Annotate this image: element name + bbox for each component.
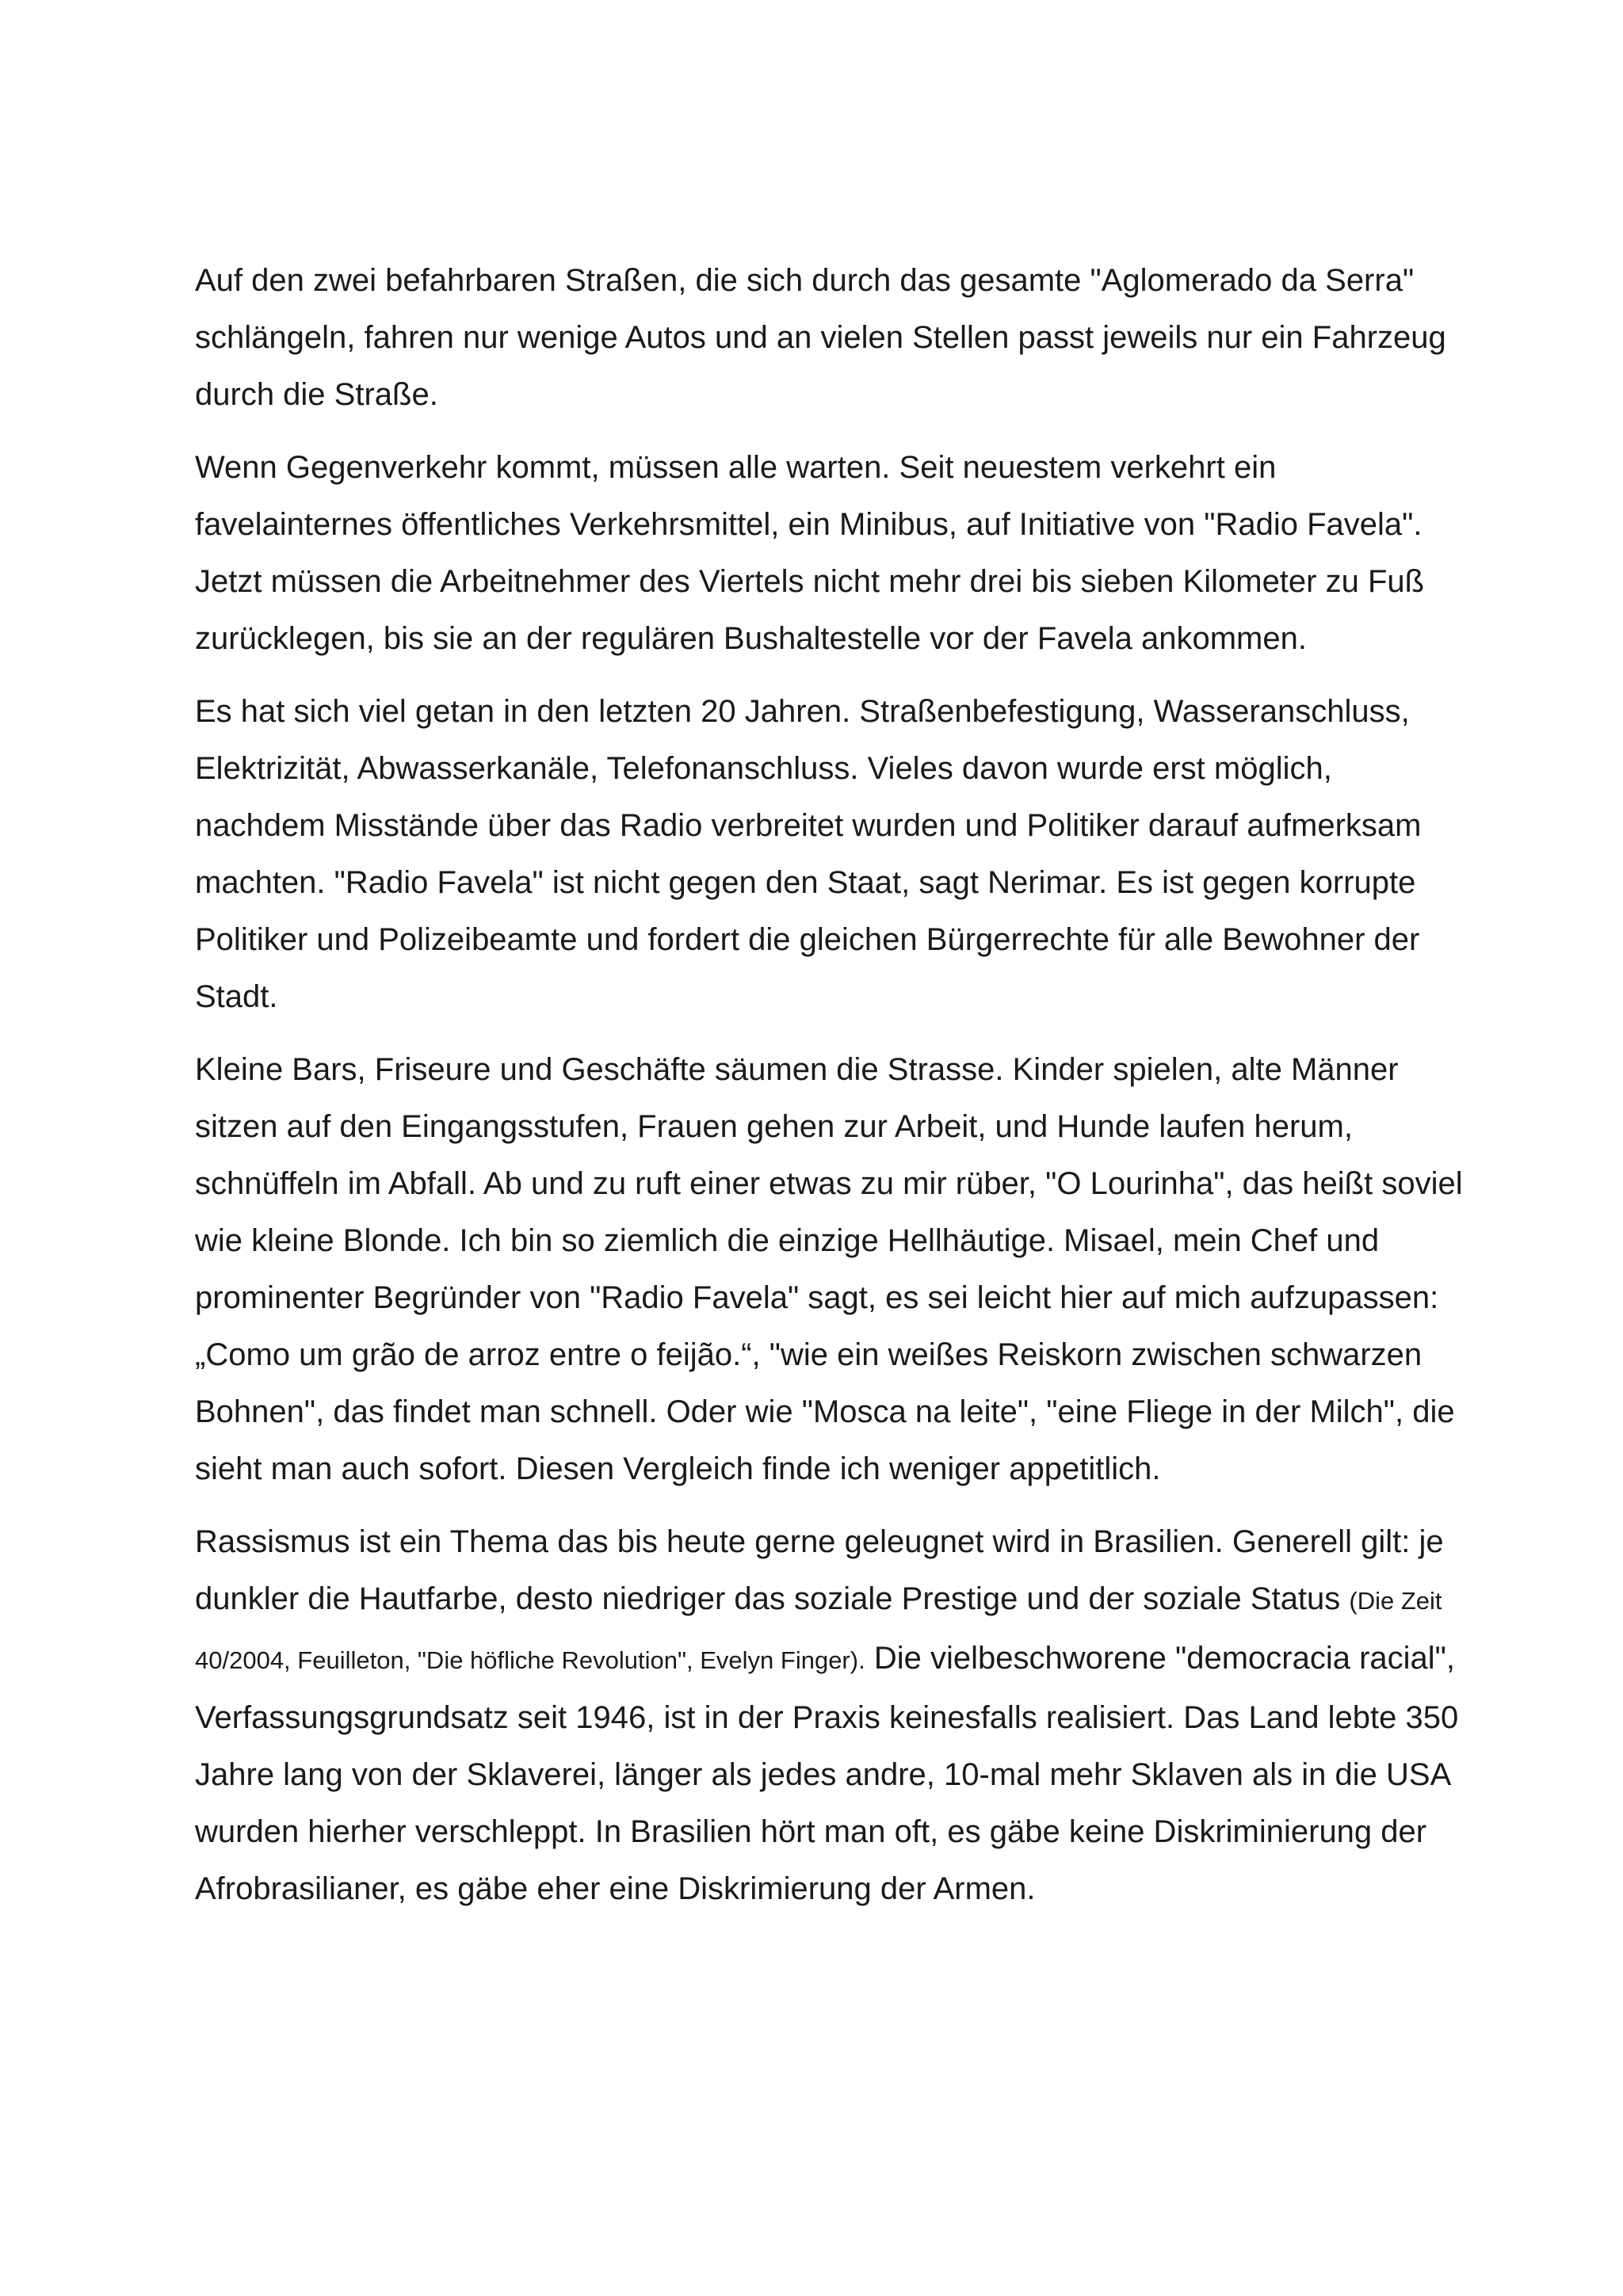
racism-text-after: Die vielbeschworene "democracia racial", Verfassungsgrundsatz seit 1946, ist in der Praxis keinesfalls realisiert. Das Land lebte 350 Jahre lang von der Sklaverei, länger als jedes andre, 10-mal mehr Sklaven als in die USA wurden hierher verschleppt. In Brasilien hört man oft, es gäbe keine Diskriminierung der Afrobrasilianer, es gäbe eher eine Diskrimierung der Armen. bbox=[195, 1641, 1459, 1906]
document-body bbox=[195, 252, 1463, 1933]
paragraph-street-life: Kleine Bars, Friseure und Geschäfte säumen die Strasse. Kinder spielen, alte Männer sitzen auf den Eingangsstufen, Frauen gehen zur Arbeit, und Hunde laufen herum, schnüffeln im Abfall. Ab und zu ruft einer etwas zu mir rüber, "O Lourinha", das heißt soviel wie kleine Blonde. Ich bin so ziemlich die einzige Hellhäutige. Misael, mein Chef und prominenter Begründer von "Radio Favela" sagt, es sei leicht hier auf mich aufzupassen: „Como um grão de arroz entre o feijão.“, "wie ein weißes Reiskorn zwischen schwarzen Bohnen", das findet man schnell. Oder wie "Mosca na leite", "eine Fliege in der Milch", die sieht man auch sofort. Diesen Vergleich finde ich weniger appetitlich. bbox=[195, 1052, 1463, 1486]
citation: (Die Zeit 40/2004, Feuilleton, "Die höfliche Revolution", Evelyn Finger). bbox=[195, 1587, 1442, 1674]
racism-text-before: Rassismus ist ein Thema das bis heute gerne geleugnet wird in Brasilien. Generell gilt: je dunkler die Hautfarbe, desto niedriger das soziale Prestige und der soziale Status bbox=[195, 1524, 1444, 1616]
paragraph-racism bbox=[195, 1513, 1463, 1917]
paragraph-minibus: Wenn Gegenverkehr kommt, müssen alle warten. Seit neuestem verkehrt ein favelainternes öffentliches Verkehrsmittel, ein Minibus, auf Initiative von "Radio Favela". Jetzt müssen die Arbeitnehmer des Viertels nicht mehr drei bis sieben Kilometer zu Fuß zurücklegen, bis sie an der regulären Bushaltestelle vor der Favela ankommen. bbox=[195, 450, 1425, 656]
paragraph-streets: Auf den zwei befahrbaren Straßen, die sich durch das gesamte "Aglomerado da Serra" schlängeln, fahren nur wenige Autos und an vielen Stellen passt jeweils nur ein Fahrzeug durch die Straße. bbox=[195, 263, 1446, 412]
paragraph-progress: Es hat sich viel getan in den letzten 20 Jahren. Straßenbefestigung, Wasseranschluss, Elektrizität, Abwasserkanäle, Telefonanschluss. Vieles davon wurde erst möglich, nachdem Misstände über das Radio verbreitet wurden und Politiker darauf aufmerksam machten. "Radio Favela" ist nicht gegen den Staat, sagt Nerimar. Es ist gegen korrupte Politiker und Polizeibeamte und fordert die gleichen Bürgerrechte für alle Bewohner der Stadt. bbox=[195, 694, 1422, 1014]
